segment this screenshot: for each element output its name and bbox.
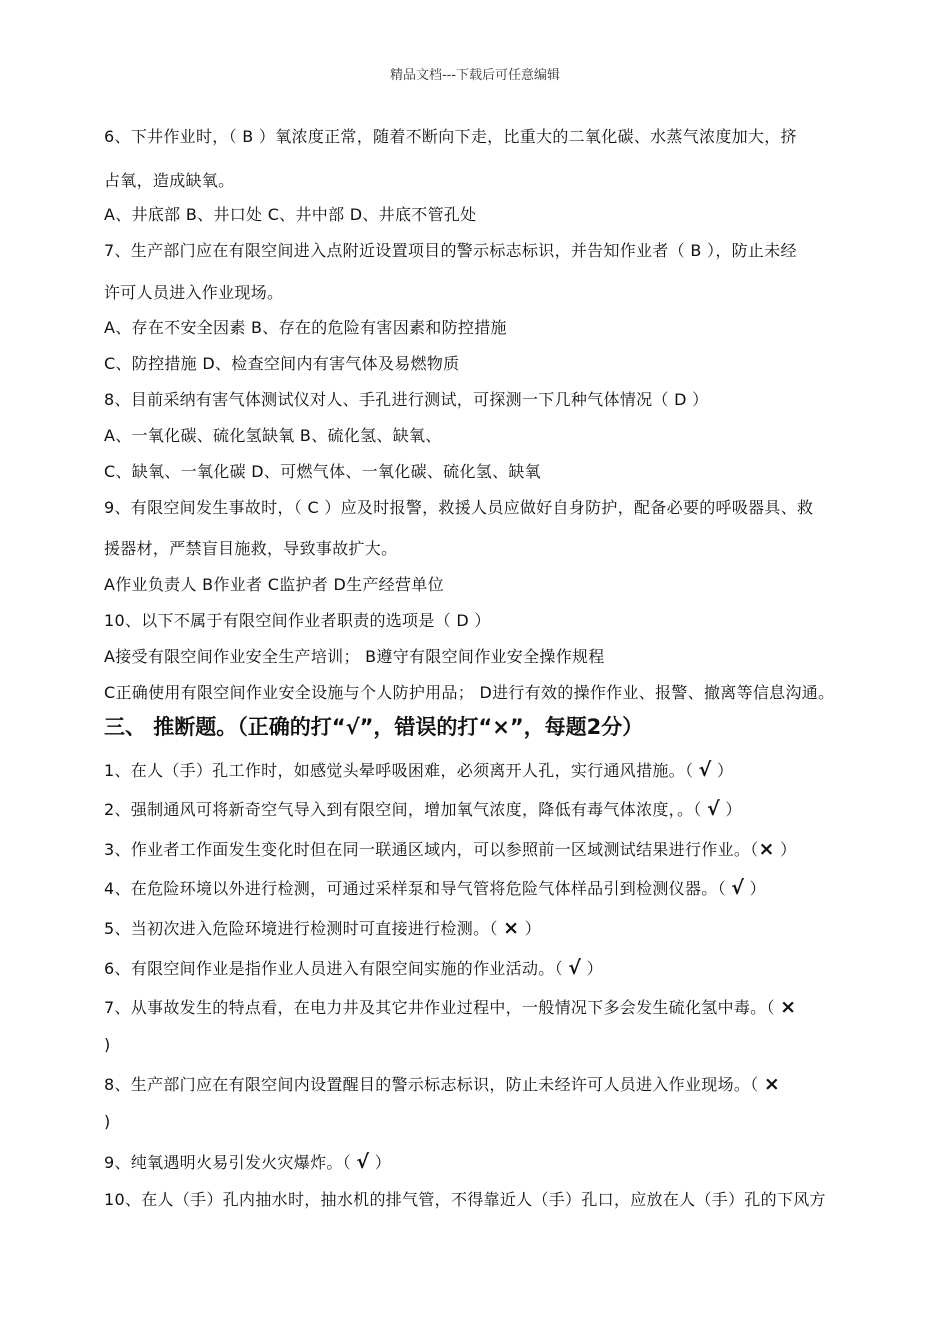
question-8-options-ab: A、一氧化碳、硫化氢缺氧 B、硫化氢、缺氧、 bbox=[104, 426, 442, 445]
cross-mark: × bbox=[758, 838, 775, 860]
judgment-10: 10、在人（手）孔内抽水时，抽水机的排气管，不得靠近人（手）孔口，应放在人（手）孔的下风方 bbox=[104, 1190, 826, 1209]
cross-mark: × bbox=[503, 917, 520, 939]
judgment-6: 6、有限空间作业是指作业人员进入有限空间实施的作业活动。（ √ ） bbox=[104, 957, 603, 979]
question-10-line: 10、以下不属于有限空间作业者职责的选项是（ D ） bbox=[104, 611, 491, 630]
question-7-line-1: 7、生产部门应在有限空间进入点附近设置项目的警示标志标识，并告知作业者（ B ），防止未经 bbox=[104, 241, 797, 260]
check-mark: √ bbox=[731, 877, 745, 899]
judgment-4: 4、在危险环境以外进行检测，可通过采样泵和导气管将危险气体样品引到检测仪器。（ √ ） bbox=[104, 877, 766, 899]
check-mark: √ bbox=[698, 759, 712, 781]
judgment-3: 3、作业者工作面发生变化时但在同一联通区域内，可以参照前一区域测试结果进行作业。（× ） bbox=[104, 838, 797, 860]
judgment-5: 5、当初次进入危险环境进行检测时可直接进行检测。（ × ） bbox=[104, 917, 541, 939]
question-10-options-ab: A接受有限空间作业安全生产培训； B遵守有限空间作业安全操作规程 bbox=[104, 647, 605, 666]
question-8-line: 8、目前采纳有害气体测试仪对人、手孔进行测试，可探测一下几种气体情况（ D ） bbox=[104, 390, 709, 409]
judgment-7-continued: ) bbox=[104, 1035, 111, 1054]
cross-mark: × bbox=[763, 1073, 781, 1095]
question-10-options-cd: C正确使用有限空间作业安全设施与个人防护用品； D进行有效的操作作业、报警、撤离等信息沟通。 bbox=[104, 683, 835, 702]
question-7-options-ab: A、存在不安全因素 B、存在的危险有害因素和防控措施 bbox=[104, 318, 507, 337]
judgment-1: 1、在人（手）孔工作时，如感觉头晕呼吸困难，必须离开人孔，实行通风措施。（ √ ） bbox=[104, 759, 734, 781]
judgment-9: 9、纯氧遇明火易引发火灾爆炸。（ √ ） bbox=[104, 1151, 392, 1173]
question-9-options: A作业负责人 B作业者 C监护者 D生产经营单位 bbox=[104, 575, 444, 594]
judgment-7: 7、从事故发生的特点看，在电力井及其它井作业过程中，一般情况下多会发生硫化氢中毒。（ × bbox=[104, 996, 797, 1018]
question-8-options-cd: C、缺氧、一氧化碳 D、可燃气体、一氧化碳、硫化氢、缺氧 bbox=[104, 462, 541, 481]
check-mark: √ bbox=[568, 957, 582, 979]
check-mark: √ bbox=[706, 798, 720, 820]
section-3-title: 三、 推断题。（正确的打“√”，错误的打“×”，每题2分） bbox=[104, 715, 644, 739]
cross-mark: × bbox=[780, 996, 797, 1018]
question-6-options: A、井底部 B、井口处 C、井中部 D、井底不管孔处 bbox=[104, 205, 477, 224]
question-7-line-2: 许可人员进入作业现场。 bbox=[104, 283, 284, 302]
judgment-8-continued: ) bbox=[104, 1112, 111, 1131]
page-header: 精品文档---下载后可任意编辑 bbox=[389, 68, 561, 83]
check-mark: √ bbox=[356, 1151, 370, 1173]
question-6-line-1: 6、下井作业时，（ B ）氧浓度正常，随着不断向下走，比重大的二氧化碳、水蒸气浓度加大，挤 bbox=[104, 127, 797, 146]
question-9-line-2: 援器材，严禁盲目施救，导致事故扩大。 bbox=[104, 539, 398, 558]
judgment-2: 2、强制通风可将新奇空气导入到有限空间，增加氧气浓度，降低有毒气体浓度，。（ √ ） bbox=[104, 798, 742, 820]
question-6-line-2: 占氧，造成缺氧。 bbox=[104, 171, 235, 190]
question-9-line-1: 9、有限空间发生事故时，（ C ）应及时报警，救援人员应做好自身防护，配备必要的呼吸器具、救 bbox=[104, 498, 814, 517]
question-7-options-cd: C、防控措施 D、检查空间内有害气体及易燃物质 bbox=[104, 354, 460, 373]
judgment-8: 8、生产部门应在有限空间内设置醒目的警示标志标识，防止未经许可人员进入作业现场。（ × bbox=[104, 1073, 781, 1095]
